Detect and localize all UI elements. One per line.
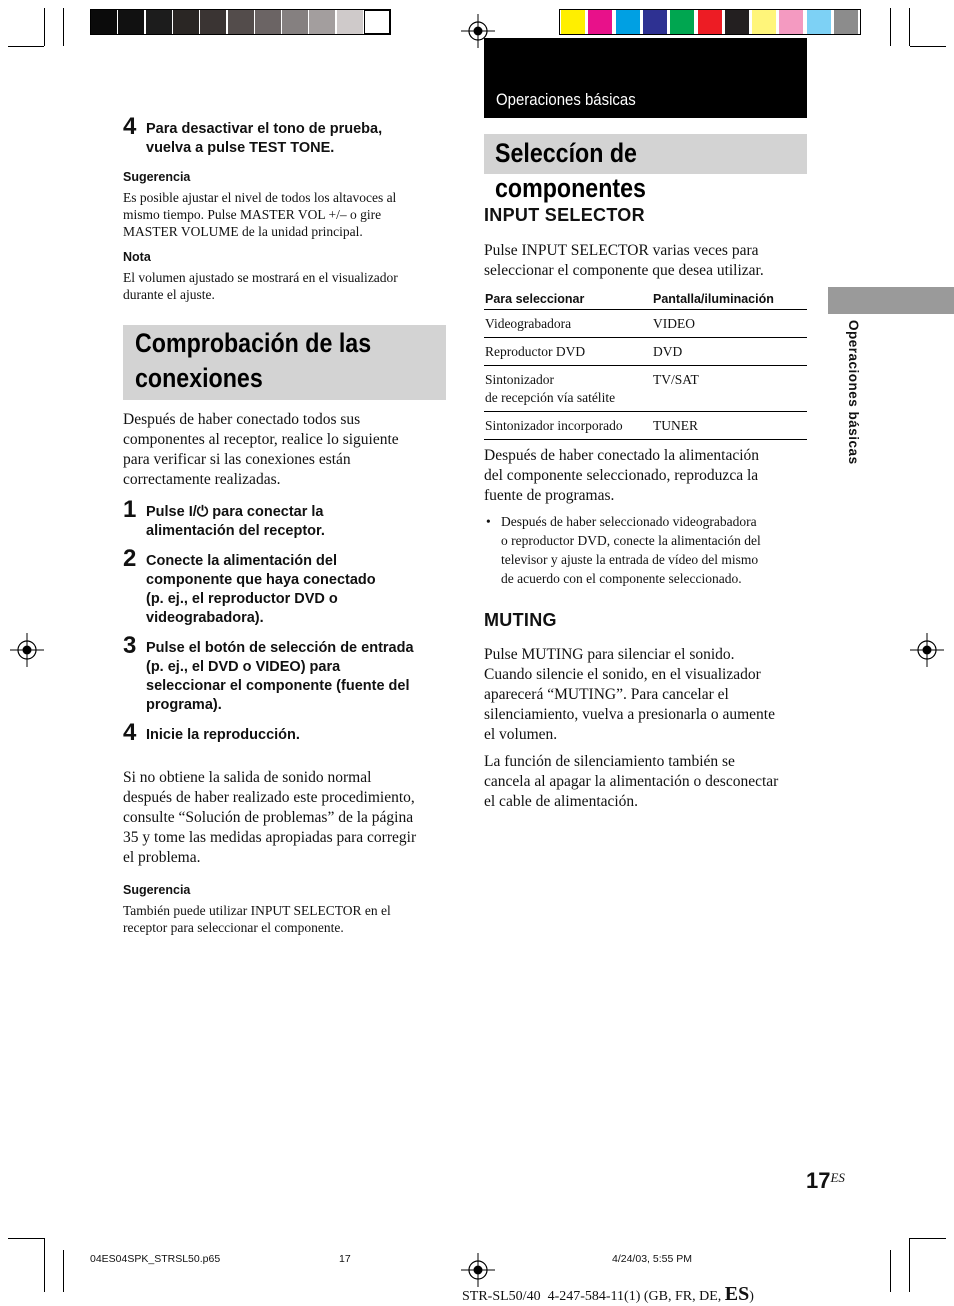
subsection-heading: INPUT SELECTOR	[484, 205, 645, 225]
section-label: Operaciones básicas	[496, 90, 636, 109]
gray-swatch	[200, 10, 226, 34]
section-title-box	[123, 325, 446, 400]
crop-mark	[63, 1250, 64, 1292]
step-text	[146, 552, 376, 628]
table-cell: TUNER	[652, 412, 807, 440]
table-cell: Videograbadora	[484, 310, 652, 338]
crop-mark	[910, 46, 946, 47]
table-header: Pantalla/iluminación	[652, 288, 807, 310]
color-swatch	[725, 10, 749, 34]
text-line: el volumen.	[484, 726, 558, 743]
crop-mark	[909, 1238, 910, 1292]
section-title: Seleccíon de componentes	[495, 138, 646, 203]
color-swatch	[834, 10, 858, 34]
cell-line: de recepción vía satélite	[485, 390, 616, 405]
model-end: )	[749, 1289, 754, 1304]
muting-paragraph	[484, 752, 778, 812]
table-header-row	[484, 288, 807, 310]
page-number-suffix: ES	[830, 1170, 845, 1185]
text-line: El volumen ajustado se mostrará en el visualizador	[123, 270, 398, 285]
step-line: programa).	[146, 697, 222, 713]
input-selector-after	[484, 446, 759, 506]
footer-model	[455, 1267, 754, 1306]
section-title-line: Comprobación de las	[135, 328, 372, 358]
gray-swatch	[364, 10, 390, 34]
text-line: el cable de alimentación.	[484, 793, 639, 810]
text-line: correctamente realizadas.	[123, 471, 281, 488]
text-line: MASTER VOLUME de la unidad principal.	[123, 224, 363, 239]
footer-page: 17	[339, 1253, 351, 1265]
section-title-box	[484, 134, 807, 203]
crop-mark	[890, 1250, 891, 1292]
step-number: 1	[123, 496, 137, 523]
color-swatch	[561, 10, 585, 34]
color-swatch	[752, 10, 776, 34]
color-swatch	[643, 10, 667, 34]
section-header	[484, 38, 807, 118]
section-title-line: conexiones	[135, 363, 263, 393]
crop-mark	[44, 1238, 45, 1292]
crop-mark	[8, 46, 44, 47]
registration-mark-icon	[10, 633, 44, 667]
step-line: Inicie la reproducción.	[146, 727, 300, 743]
text-line: consulte “Solución de problemas” de la página	[123, 809, 414, 826]
text-line: silenciamiento, vuelva a presionarla o aumente	[484, 706, 775, 723]
gray-swatch	[282, 10, 308, 34]
text-line: Es posible ajustar el nivel de todos los altavoces al	[123, 190, 397, 205]
crop-mark	[909, 8, 910, 46]
text-line: aparecerá “MUTING”. Para cancelar el	[484, 686, 729, 703]
text-line: Pulse MUTING para silenciar el sonido.	[484, 646, 735, 663]
crop-mark	[44, 8, 45, 46]
text-line: La función de silenciamiento también se	[484, 753, 735, 770]
color-swatch	[588, 10, 612, 34]
step-line: componente que haya conectado	[146, 572, 376, 588]
text-line: televisor y ajuste la entrada de vídeo del mismo	[501, 552, 759, 567]
footer-filename: 04ES04SPK_STRSL50.p65	[90, 1253, 221, 1265]
cell-line: Sintonizador	[485, 372, 554, 387]
muting-paragraph	[484, 645, 775, 745]
text-line: de acuerdo con el componente seleccionado.	[501, 571, 742, 586]
gray-swatch	[228, 10, 254, 34]
step-line: seleccionar el componente (fuente del	[146, 678, 410, 694]
text-line: fuente de programas.	[484, 487, 615, 504]
text-line: del componente seleccionado, reproduzca la	[484, 467, 759, 484]
text-line: Después de haber conectado la alimentación	[484, 447, 760, 464]
text-line: Pulse INPUT SELECTOR varias veces para	[484, 242, 759, 259]
table-row	[484, 366, 807, 412]
tip-text	[123, 902, 391, 936]
selector-table	[484, 288, 807, 440]
input-selector-intro	[484, 241, 764, 281]
table-cell: VIDEO	[652, 310, 807, 338]
gray-swatch	[337, 10, 363, 34]
gray-swatch	[309, 10, 335, 34]
gray-swatch	[91, 10, 117, 34]
model-text: STR-SL50/40 4-247-584-11(1) (GB, FR, DE,	[462, 1289, 725, 1304]
table-cell: Sintonizador incorporado	[484, 412, 652, 440]
table-cell	[484, 366, 652, 412]
step-line: videograbadora).	[146, 610, 264, 626]
page-number	[806, 1168, 845, 1194]
crop-mark	[63, 8, 64, 46]
note-heading: Nota	[123, 250, 151, 264]
step-line: (p. ej., el DVD o VIDEO) para	[146, 659, 341, 675]
text-line: Después de haber seleccionado videograbadora	[501, 514, 757, 529]
text-line: Después de haber conectado todos sus	[123, 411, 361, 428]
text-line: después de haber realizado este procedimiento,	[123, 789, 415, 806]
footer-date: 4/24/03, 5:55 PM	[612, 1253, 692, 1265]
text-line: seleccionar el componente que desea utilizar.	[484, 262, 764, 279]
table-cell: TV/SAT	[652, 366, 807, 412]
color-swatch	[698, 10, 722, 34]
table-header: Para seleccionar	[484, 288, 652, 310]
color-swatch	[670, 10, 694, 34]
step-text	[146, 639, 414, 715]
gray-swatch	[118, 10, 144, 34]
table-row	[484, 310, 807, 338]
step-line: Pulse I/⏻ para conectar la	[146, 504, 324, 520]
step-line: Para desactivar el tono de prueba,	[146, 121, 383, 137]
subsection-heading: MUTING	[484, 610, 557, 630]
table-row	[484, 338, 807, 366]
tip-text	[123, 189, 396, 240]
table-cell: DVD	[652, 338, 807, 366]
gray-swatch	[146, 10, 172, 34]
note-text	[123, 269, 398, 303]
bullet-marker: •	[486, 514, 491, 529]
tip-heading: Sugerencia	[123, 170, 191, 184]
step-line: vuelva a pulse TEST TONE.	[146, 140, 335, 156]
step-text	[146, 120, 382, 158]
crop-mark	[910, 1238, 946, 1239]
color-swatch	[807, 10, 831, 34]
step-number: 4	[123, 113, 137, 140]
text-line: 35 y tome las medidas apropiadas para corregir	[123, 829, 417, 846]
step-text	[146, 503, 325, 541]
step-number: 4	[123, 719, 137, 746]
intro-paragraph	[123, 410, 399, 490]
after-steps-paragraph	[123, 768, 416, 868]
model-es: ES	[724, 1283, 750, 1305]
text-line: componentes al receptor, realice lo siguiente	[123, 431, 399, 448]
step-text	[146, 726, 300, 745]
text-line: receptor para seleccionar el componente.	[123, 920, 344, 935]
tip-heading: Sugerencia	[123, 883, 191, 897]
text-line: cancela al apagar la alimentación o desconectar	[484, 773, 779, 790]
bullet-text	[501, 512, 761, 588]
page-number-value: 17	[806, 1168, 831, 1193]
text-line: También puede utilizar INPUT SELECTOR en el	[123, 903, 391, 918]
gray-swatch	[173, 10, 199, 34]
color-swatch	[779, 10, 803, 34]
table-row	[484, 412, 807, 440]
registration-mark-icon	[910, 633, 944, 667]
step-line: alimentación del receptor.	[146, 523, 325, 539]
text-line: mismo tiempo. Pulse MASTER VOL +/– o gire	[123, 207, 382, 222]
step-line: Conecte la alimentación del	[146, 553, 337, 569]
side-section-label: Operaciones básicas	[846, 320, 861, 465]
step-number: 3	[123, 632, 137, 659]
table-cell: Reproductor DVD	[484, 338, 652, 366]
text-line: el problema.	[123, 849, 201, 866]
color-swatch	[616, 10, 640, 34]
text-line: para verificar si las conexiones están	[123, 451, 351, 468]
crop-mark	[890, 8, 891, 46]
text-line: Si no obtiene la salida de sonido normal	[123, 769, 372, 786]
text-line: o reproductor DVD, conecte la alimentación del	[501, 533, 761, 548]
step-number: 2	[123, 545, 137, 572]
crop-mark	[8, 1238, 44, 1239]
text-line: Cuando silencie el sonido, en el visualizador	[484, 666, 761, 683]
step-line: Pulse el botón de selección de entrada	[146, 640, 414, 656]
text-line: durante el ajuste.	[123, 287, 215, 302]
side-tab-marker	[828, 287, 954, 314]
gray-swatch	[255, 10, 281, 34]
step-line: (p. ej., el reproductor DVD o	[146, 591, 338, 607]
